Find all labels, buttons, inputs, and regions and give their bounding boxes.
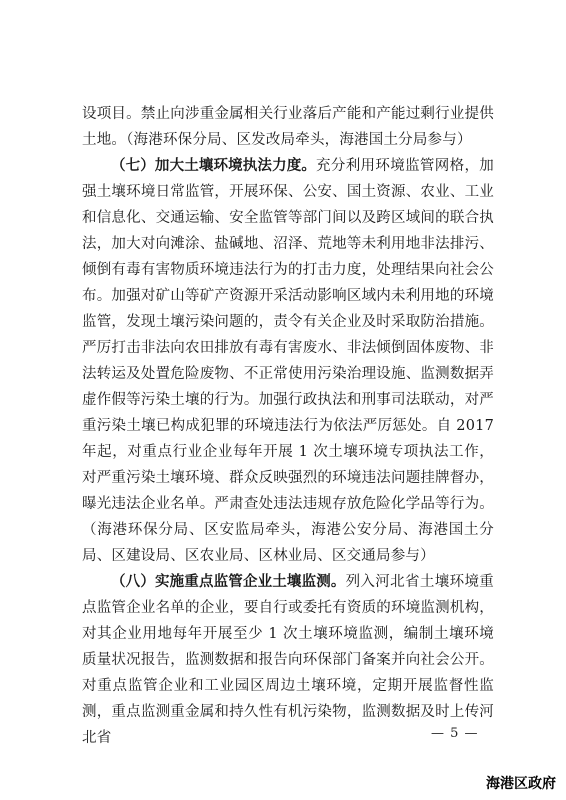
paragraph-section-8 [82,569,494,751]
paragraph-section-7 [82,153,494,569]
paragraph-text: 充分利用环境监管网格，加强土壤环境日常监管，开展环保、公安、国土资源、农业、工业和信息化、交通运输、安全监管等部门间以及跨区域间的联合执法，加大对向滩涂、盐碱地、沼泽、荒地等未利用地非法排污、倾倒有毒有害物质环境违法行为的打击力度，处理结果向社会公布。加强对矿山等矿产资源开采活动影响区域内未利用地的环境监管，发现土壤污染问题的，责令有关企业及时采取防治措施。严厉打击非法向农田排放有毒有害废水、非法倾倒固体废物、非法转运及处置危险废物、不正常使用污染治理设施、监测数据弄虚作假等污染土壤的行为。加强行政执法和刑事司法联动，对严重污染土壤已构成犯罪的环境违法行为依法严厉惩处。自 2017 年起，对重点行业企业每年开展 1 次土壤环境专项执法工作，对严重污染土壤环境、群众反映强烈的环境违法问题挂牌督办，曝光违法企业名单。严肃查处违法违规存放危险化学品等行为。（海港环保分局、区安监局牵头，海港公安分局、海港国土分局、区建设局、区农业局、区林业局、区交通局参与） [82,158,494,564]
paragraph-continuation [82,101,494,153]
page-number: — 5 — [431,726,479,741]
section-heading-8: （八）实施重点监管企业土壤监测。 [111,574,346,590]
paragraph-text: 设项目。禁止向涉重金属相关行业落后产能和产能过剩行业提供土地。（海港环保分局、区发改局牵头，海港国土分局参与） [82,106,494,148]
section-heading-7: （七）加大土壤环境执法力度。 [111,158,317,174]
paragraph-text: 列入河北省土壤环境重点监管企业名单的企业，要自行或委托有资质的环境监测机构，对其企业用地每年开展至少 1 次土壤环境监测，编制土壤环境质量状况报告，监测数据和报告向环保部门备案并向社会公开。对重点监管企业和工业园区周边土壤环境，定期开展监督性监测，重点监测重金属和持久性有机污染物，监测数据及时上传河北省 [82,574,495,746]
document-body [82,101,494,751]
watermark-label: 海港区政府 [486,776,556,792]
